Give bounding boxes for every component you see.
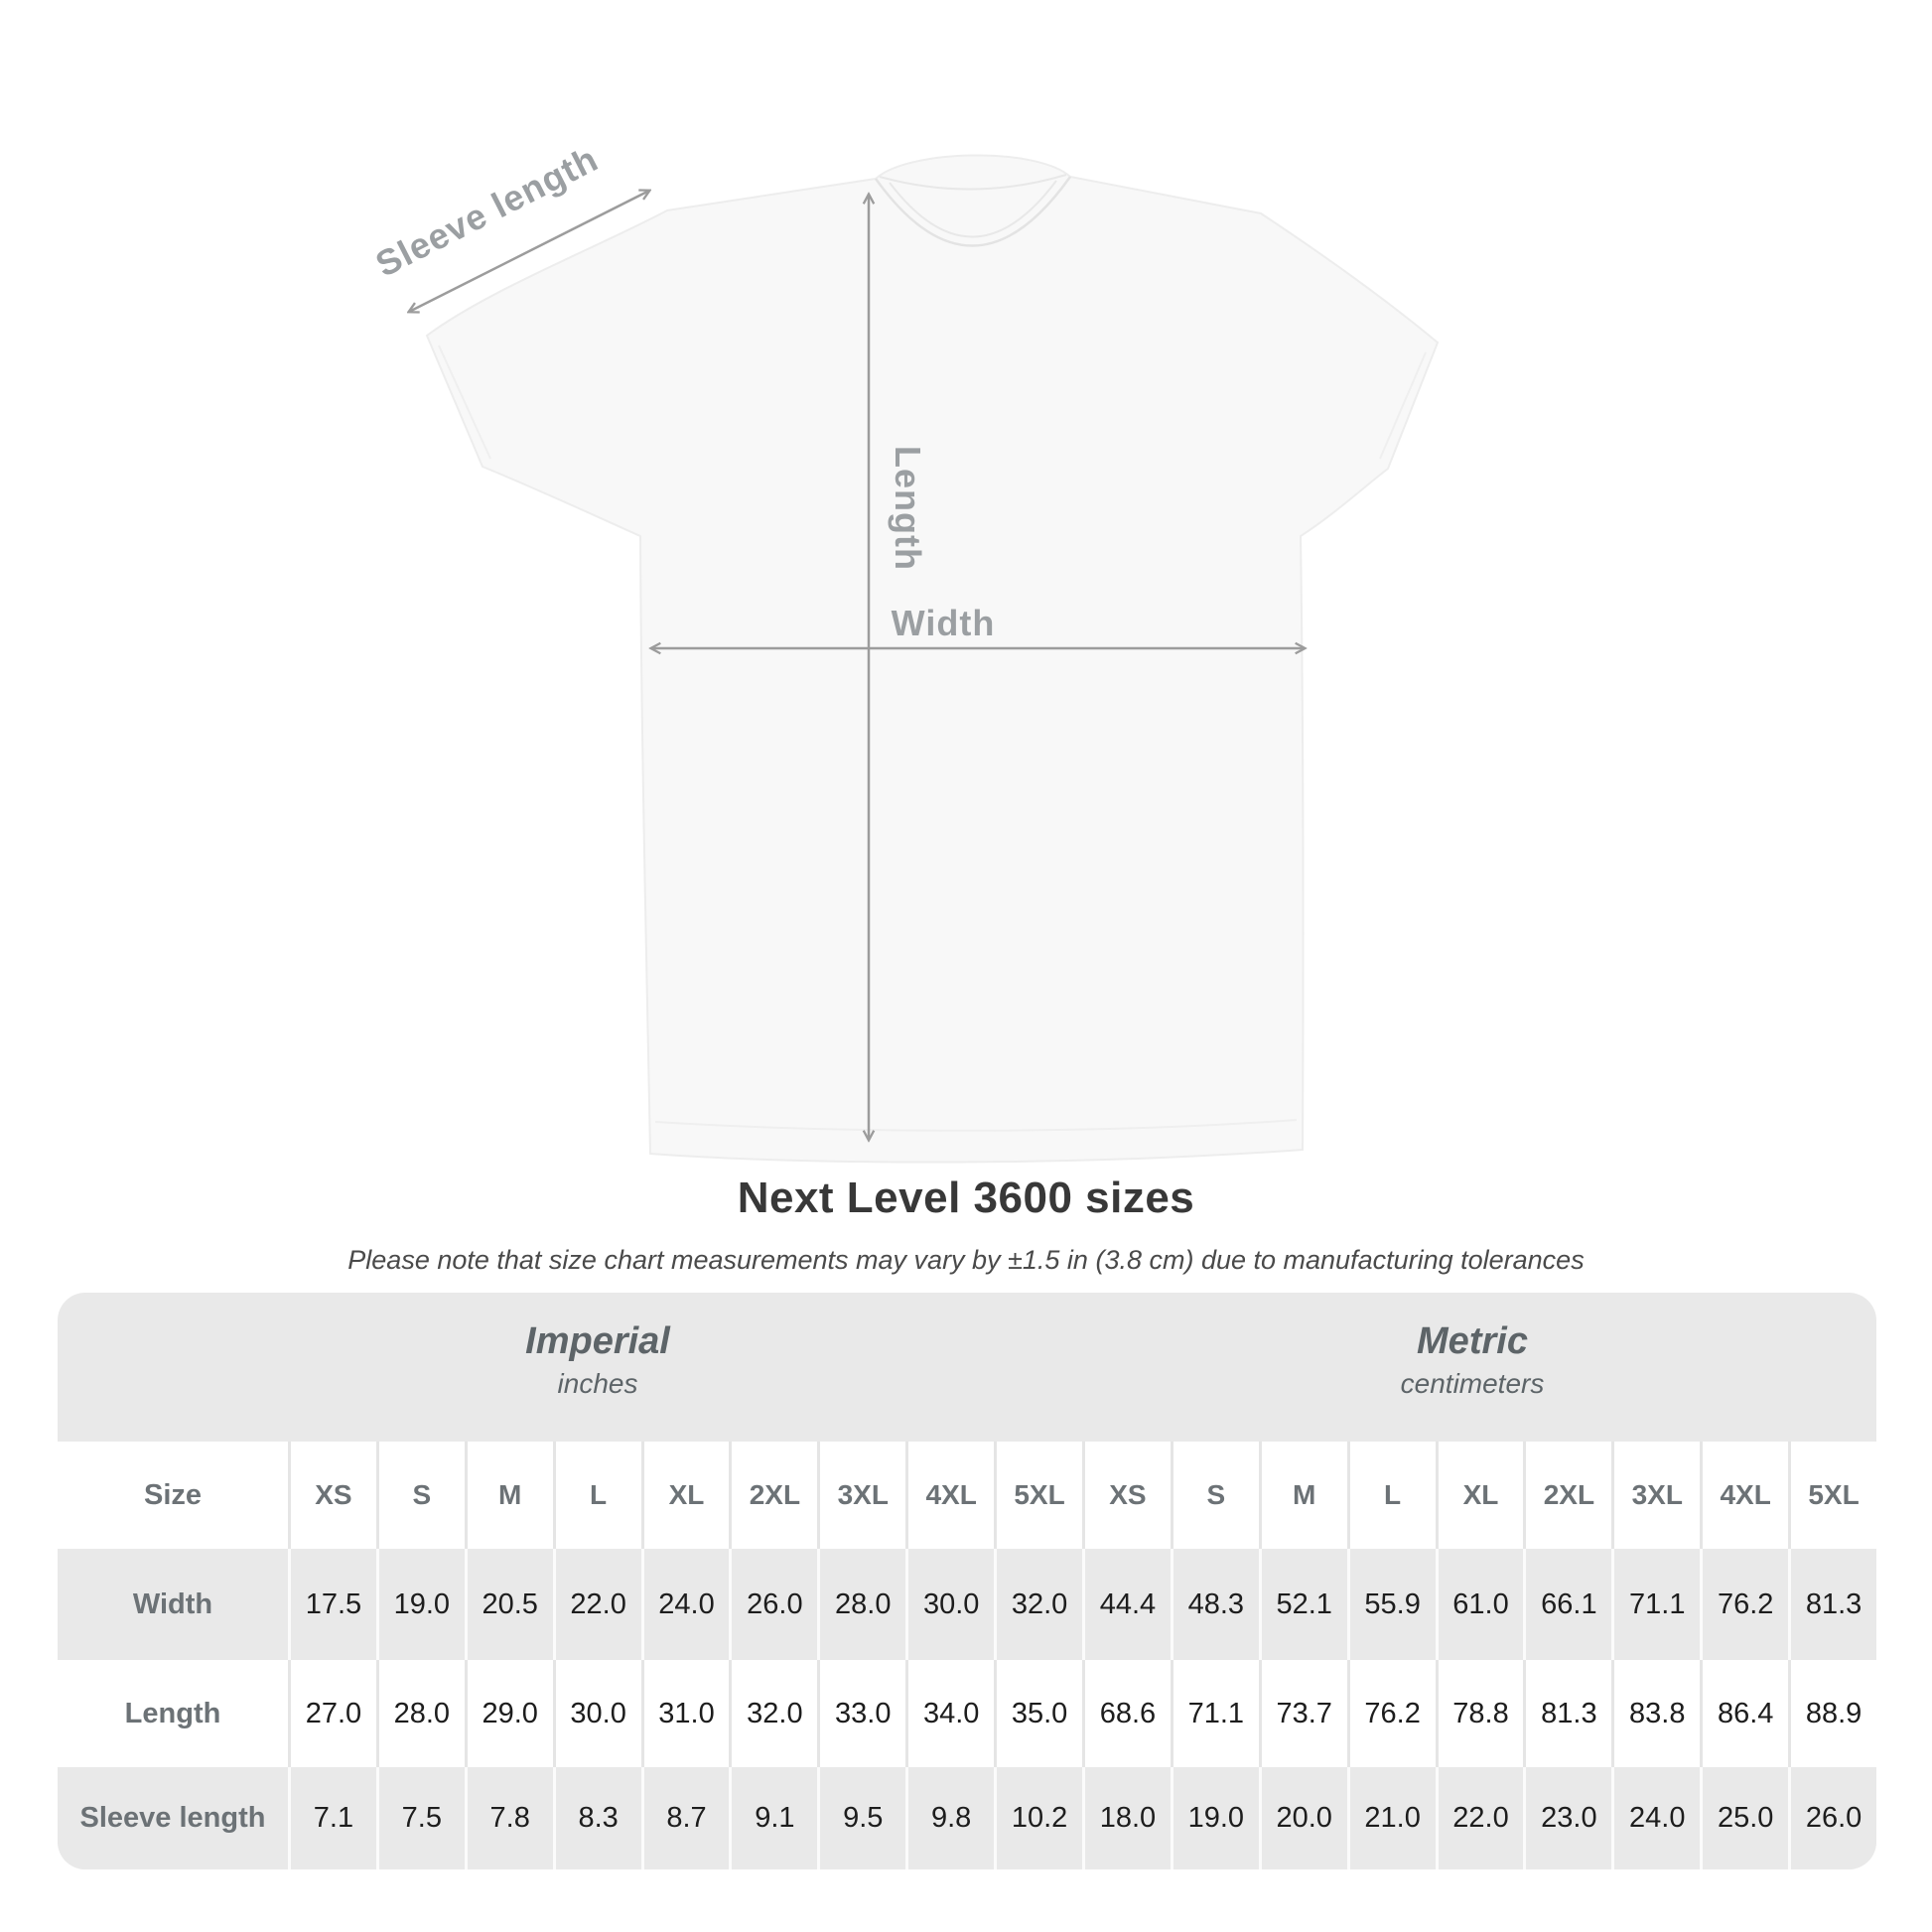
value-cell: 55.9 [1347,1549,1436,1660]
size-header-cell: M [465,1442,553,1549]
size-header-cell: XL [1436,1442,1524,1549]
value-cell: 29.0 [465,1660,553,1767]
column-header-size: Size [143,1478,203,1511]
value-cell: 28.0 [817,1549,905,1660]
size-header-cell: 4XL [905,1442,994,1549]
value-cell: 7.5 [376,1767,465,1869]
value-cell: 61.0 [1436,1549,1524,1660]
value-cell: 9.8 [905,1767,994,1869]
value-cell: 27.0 [288,1660,376,1767]
size-header-cell: 3XL [1611,1442,1700,1549]
size-header-cell: 3XL [817,1442,905,1549]
size-header-cell: XS [288,1442,376,1549]
value-cell: 76.2 [1700,1549,1788,1660]
size-header-cell: L [553,1442,641,1549]
value-cell: 81.3 [1523,1660,1611,1767]
value-cell: 28.0 [376,1660,465,1767]
page-title: Next Level 3600 sizes [737,1173,1195,1222]
value-cell: 18.0 [1082,1767,1171,1869]
size-table [58,1293,1876,1869]
size-header-cell: XS [1082,1442,1171,1549]
value-cell: 73.7 [1259,1660,1347,1767]
value-cell: 71.1 [1611,1549,1700,1660]
unit-header-band [58,1293,1876,1442]
value-cell: 9.1 [729,1767,817,1869]
table-row-sleeve-length [58,1767,1876,1869]
sleeve-length-label: Sleeve length [368,137,605,285]
value-cell: 19.0 [376,1549,465,1660]
size-header-cell: S [1171,1442,1259,1549]
value-cell: 44.4 [1082,1549,1171,1660]
value-cell: 7.1 [288,1767,376,1869]
value-cell: 35.0 [994,1660,1082,1767]
imperial-heading: Imperial [525,1320,670,1362]
width-label: Width [891,603,996,643]
value-cell: 31.0 [641,1660,730,1767]
metric-unit: centimeters [1400,1368,1545,1399]
size-header-cell: 4XL [1700,1442,1788,1549]
size-header-cell: XL [641,1442,730,1549]
value-cell: 17.5 [288,1549,376,1660]
value-cell: 71.1 [1171,1660,1259,1767]
imperial-unit: inches [557,1368,638,1399]
size-header-cell: 2XL [1523,1442,1611,1549]
row-label-length: Length [124,1697,221,1729]
value-cell: 10.2 [994,1767,1082,1869]
size-header-cell: 5XL [994,1442,1082,1549]
metric-heading: Metric [1417,1320,1528,1362]
value-cell: 68.6 [1082,1660,1171,1767]
value-cell: 32.0 [729,1660,817,1767]
value-cell: 48.3 [1171,1549,1259,1660]
length-label: Length [888,446,928,571]
table-row-width [58,1549,1876,1660]
value-cell: 81.3 [1788,1549,1876,1660]
value-cell: 20.5 [465,1549,553,1660]
value-cell: 76.2 [1347,1660,1436,1767]
value-cell: 30.0 [553,1660,641,1767]
value-cell: 22.0 [1436,1767,1524,1869]
value-cell: 86.4 [1700,1660,1788,1767]
size-header-cell: 5XL [1788,1442,1876,1549]
value-cell: 22.0 [553,1549,641,1660]
size-header-cell: S [376,1442,465,1549]
value-cell: 33.0 [817,1660,905,1767]
value-cell: 26.0 [729,1549,817,1660]
value-cell: 24.0 [641,1549,730,1660]
value-cell: 30.0 [905,1549,994,1660]
size-header-row [58,1442,1876,1549]
tolerance-note: Please note that size chart measurements may vary by ±1.5 in (3.8 cm) due to manufacturing tolerances [347,1245,1585,1275]
imperial-unit-group [525,1318,670,1404]
row-label-width: Width [132,1587,213,1620]
value-cell: 78.8 [1436,1660,1524,1767]
value-cell: 20.0 [1259,1767,1347,1869]
value-cell: 32.0 [994,1549,1082,1660]
value-cell: 25.0 [1700,1767,1788,1869]
size-header-cell: L [1347,1442,1436,1549]
size-header-cell: M [1259,1442,1347,1549]
tshirt-illustration [427,155,1438,1162]
size-header-cell: 2XL [729,1442,817,1549]
value-cell: 23.0 [1523,1767,1611,1869]
value-cell: 26.0 [1788,1767,1876,1869]
value-cell: 21.0 [1347,1767,1436,1869]
value-cell: 9.5 [817,1767,905,1869]
value-cell: 52.1 [1259,1549,1347,1660]
metric-unit-group [1401,1318,1545,1404]
value-cell: 8.3 [553,1767,641,1869]
value-cell: 83.8 [1611,1660,1700,1767]
value-cell: 7.8 [465,1767,553,1869]
value-cell: 24.0 [1611,1767,1700,1869]
value-cell: 8.7 [641,1767,730,1869]
value-cell: 19.0 [1171,1767,1259,1869]
value-cell: 66.1 [1523,1549,1611,1660]
value-cell: 34.0 [905,1660,994,1767]
table-row-length [58,1660,1876,1767]
row-label-sleeve-length: Sleeve length [79,1802,266,1834]
value-cell: 88.9 [1788,1660,1876,1767]
